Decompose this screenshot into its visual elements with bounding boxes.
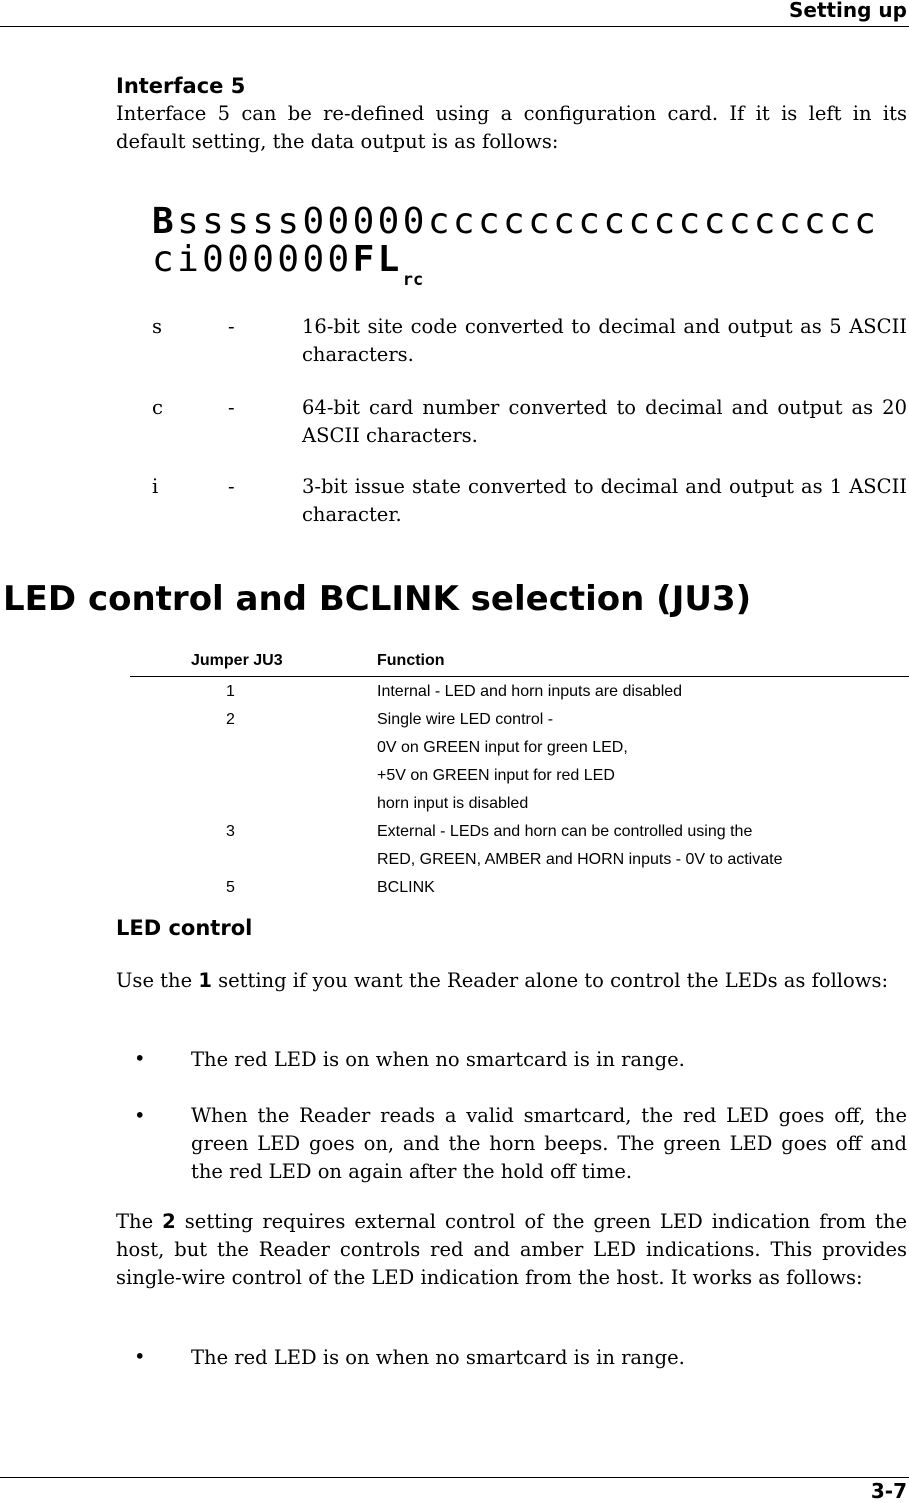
def-text: 3-bit issue state converted to decimal and output as 1 ASCII character. bbox=[302, 475, 907, 526]
para-text: setting requires external control of the green LED indication from the host, but the Reader controls red and amber LED indications. This provides single-wire control of the LED indication from the host. It works as follows: bbox=[116, 1210, 907, 1289]
format-line-2-rest: ci000000 bbox=[152, 239, 353, 280]
format-start-char: B bbox=[152, 201, 178, 242]
table-header-rule bbox=[130, 676, 909, 677]
table-cell-function: External - LEDs and horn can be controlled using the bbox=[377, 823, 753, 840]
page-number: 3-7 bbox=[870, 1479, 907, 1503]
header-rule bbox=[0, 26, 909, 27]
interface5-heading: Interface 5 bbox=[116, 74, 246, 98]
table-header-function: Function bbox=[377, 652, 445, 669]
table-cell-function: BCLINK bbox=[377, 879, 435, 896]
format-line-1 bbox=[152, 202, 879, 242]
def-dash: - bbox=[228, 396, 235, 419]
bullet-icon: • bbox=[134, 1047, 146, 1070]
bullet-icon: • bbox=[134, 1345, 146, 1368]
table-cell-jumper: 2 bbox=[226, 711, 235, 728]
table-cell-function: 0V on GREEN input for green LED, bbox=[377, 739, 628, 756]
table-cell-function: Single wire LED control - bbox=[377, 711, 554, 728]
table-cell-function: horn input is disabled bbox=[377, 795, 529, 812]
para-text: setting if you want the Reader alone to control the LEDs as follows: bbox=[211, 969, 889, 992]
interface5-intro: Interface 5 can be re-defined using a configuration card. If it is left in its default setting, the data output is as follows: bbox=[116, 102, 907, 153]
table-cell-function: +5V on GREEN input for red LED bbox=[377, 767, 615, 784]
def-dash: - bbox=[228, 315, 235, 338]
led-control-para-1 bbox=[116, 967, 907, 995]
led-control-heading: LED control bbox=[116, 916, 253, 940]
def-text: 16-bit site code converted to decimal and output as 5 ASCII characters. bbox=[302, 315, 907, 366]
table-cell-jumper: 3 bbox=[226, 823, 235, 840]
format-line-2 bbox=[152, 239, 424, 290]
table-header-jumper: Jumper JU3 bbox=[191, 652, 283, 669]
format-subscript: rc bbox=[402, 270, 424, 290]
running-header: Setting up bbox=[788, 0, 907, 22]
led-control-para-2 bbox=[116, 1208, 907, 1292]
footer-rule bbox=[0, 1477, 909, 1478]
setting-number: 1 bbox=[198, 969, 212, 992]
def-key: i bbox=[152, 475, 159, 498]
bullet-text: When the Reader reads a valid smartcard, the red LED goes off, the green LED goes on, and the horn beeps. The green LED goes off and the red LED on again after the hold off time. bbox=[191, 1104, 907, 1183]
table-cell-jumper: 5 bbox=[226, 879, 235, 896]
format-line-1-rest: sssss00000cccccccccccccccccc bbox=[177, 201, 880, 242]
bullet-text: The red LED is on when no smartcard is in range. bbox=[191, 1346, 685, 1369]
table-cell-function: Internal - LED and horn inputs are disabled bbox=[377, 683, 683, 700]
bullet-text: The red LED is on when no smartcard is in range. bbox=[191, 1048, 685, 1071]
para-text: The bbox=[116, 1210, 163, 1233]
para-text: Use the bbox=[116, 969, 199, 992]
format-end-chars: FL bbox=[352, 239, 403, 280]
setting-number: 2 bbox=[162, 1210, 176, 1233]
def-key: s bbox=[152, 315, 163, 338]
def-key: c bbox=[152, 396, 163, 419]
led-section-heading: LED control and BCLINK selection (JU3) bbox=[3, 579, 752, 619]
table-cell-function: RED, GREEN, AMBER and HORN inputs - 0V to activate bbox=[377, 851, 783, 868]
table-cell-jumper: 1 bbox=[226, 683, 235, 700]
bullet-icon: • bbox=[134, 1104, 146, 1127]
def-text: 64-bit card number converted to decimal and output as 20 ASCII characters. bbox=[302, 396, 907, 447]
def-dash: - bbox=[228, 475, 235, 498]
